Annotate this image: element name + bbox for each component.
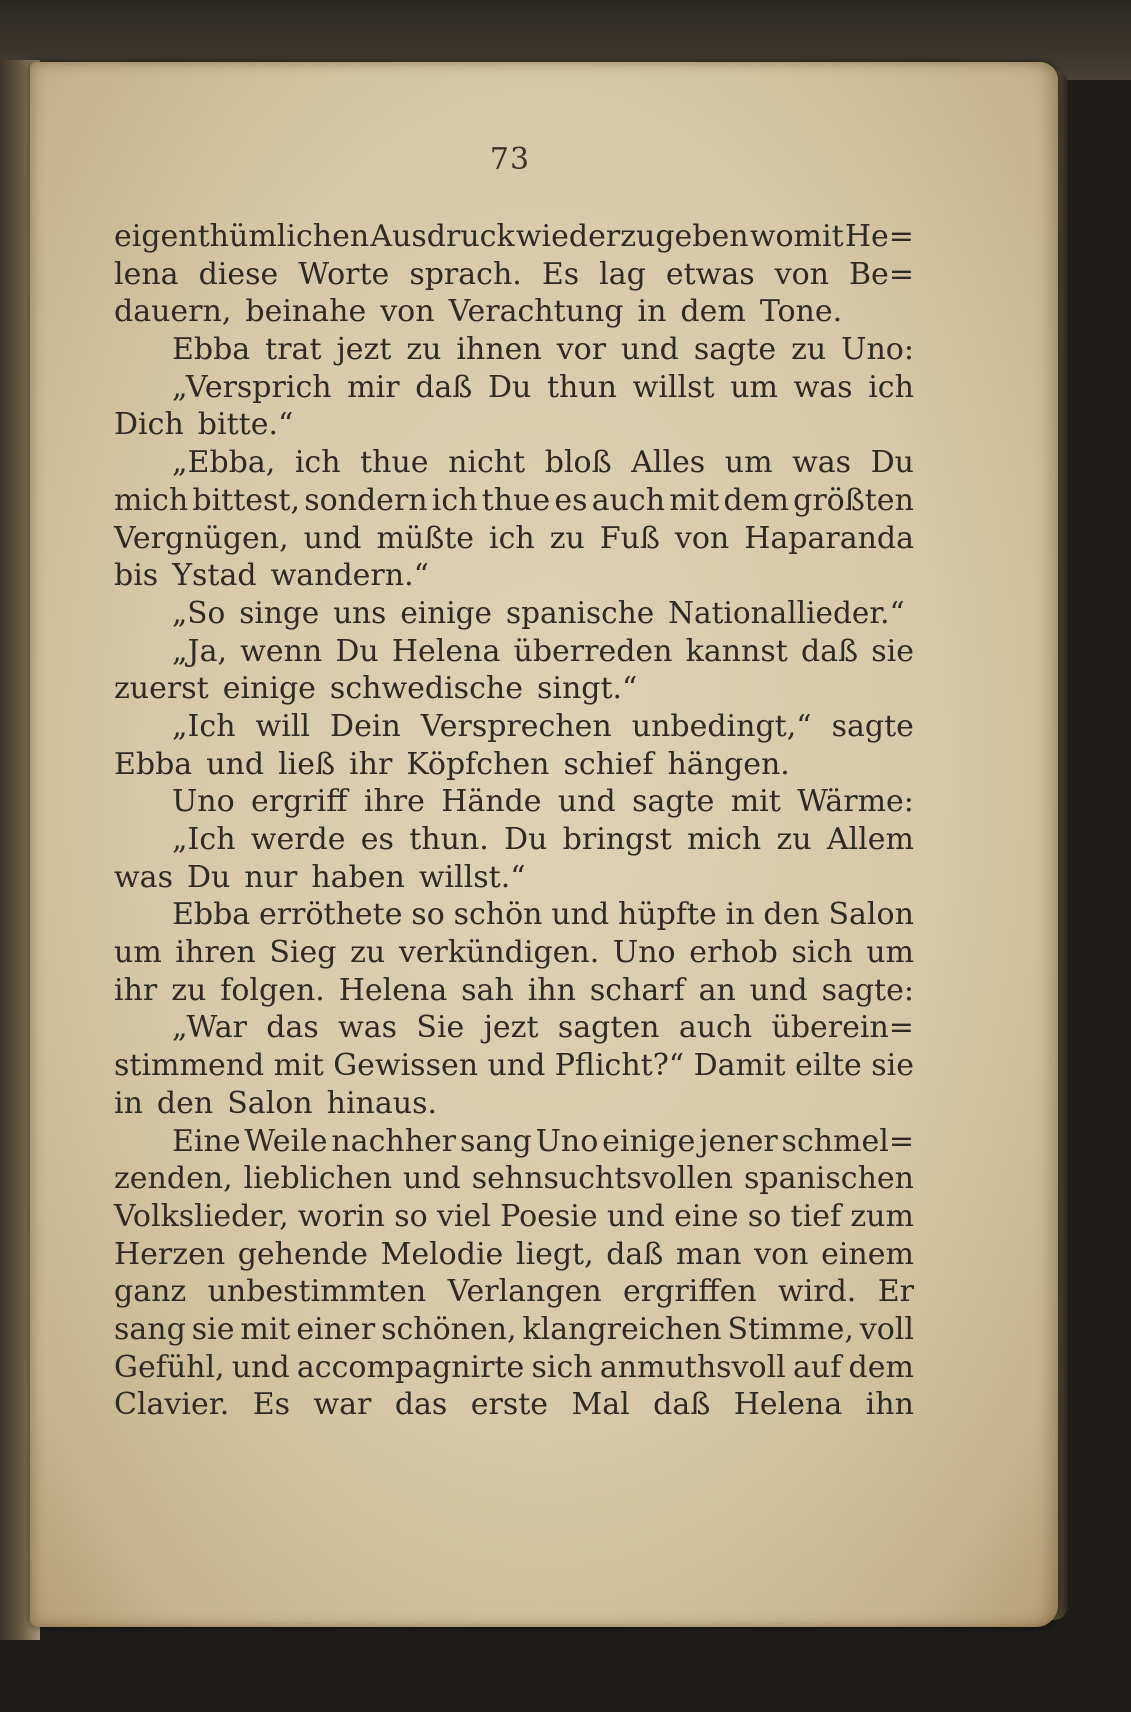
word: erhob — [689, 935, 778, 971]
word: zu — [791, 332, 827, 368]
word: thun — [546, 369, 618, 405]
text-line — [114, 256, 914, 294]
word: dem — [723, 482, 789, 518]
word: sie — [871, 1048, 914, 1084]
word: schmel= — [781, 1123, 914, 1159]
text-line — [114, 369, 914, 407]
text-line — [114, 1236, 914, 1274]
word: einer — [296, 1311, 376, 1347]
word: was — [338, 1010, 398, 1046]
word: auf — [793, 1349, 842, 1385]
word: willst — [632, 369, 715, 405]
word: daß — [415, 369, 473, 405]
word: auch — [591, 482, 666, 518]
word: und — [403, 1161, 461, 1197]
word: bis — [114, 558, 159, 594]
word: daß — [653, 1387, 711, 1423]
text-line — [114, 1160, 914, 1198]
word: mit — [240, 1311, 291, 1347]
word: und — [231, 1349, 290, 1385]
word: bittest, — [192, 482, 301, 518]
word: Allem — [826, 822, 914, 857]
text-line — [114, 1198, 914, 1236]
word: dem — [680, 294, 746, 330]
word: um — [114, 935, 162, 971]
word: scharf — [589, 972, 685, 1008]
word: Helena — [391, 633, 501, 669]
word: und — [551, 897, 610, 933]
word: und — [206, 746, 265, 782]
word: Verlangen — [447, 1274, 602, 1310]
word: singt.“ — [536, 671, 638, 707]
word: Versprechen — [420, 708, 612, 744]
word: sang — [459, 1123, 532, 1159]
word: Köpfchen — [406, 746, 550, 782]
word: Verachtung — [448, 294, 624, 330]
text-line — [114, 821, 914, 859]
word: „Ich — [172, 822, 236, 857]
word: schief — [563, 746, 654, 782]
text-line — [114, 633, 914, 671]
word: sagte — [831, 708, 914, 744]
word: eigenthümlichen — [114, 219, 370, 254]
word: sie — [871, 633, 914, 669]
word: spanischen — [743, 1161, 914, 1197]
word: in — [637, 294, 667, 330]
word: viel — [436, 1198, 491, 1234]
word: sehnsuchtsvollen — [471, 1161, 734, 1197]
word: Es — [252, 1387, 291, 1423]
word: so — [411, 897, 445, 933]
word: lag — [599, 256, 646, 292]
word: ließ — [278, 746, 336, 782]
word: jener — [699, 1123, 778, 1159]
word: einige — [400, 595, 492, 630]
word: daß — [606, 1236, 664, 1272]
text-line — [114, 218, 914, 256]
word: Ystad — [172, 558, 257, 594]
word: und — [749, 972, 808, 1008]
word: wandern.“ — [270, 558, 429, 594]
word: von — [774, 256, 829, 292]
word: Gefühl, — [114, 1349, 225, 1385]
page-text — [114, 218, 914, 1424]
word: ihn — [865, 1387, 914, 1423]
word: Sieg — [269, 935, 337, 971]
word: klangreichen — [522, 1311, 722, 1347]
word: „Ja, — [172, 633, 227, 669]
word: um — [724, 445, 773, 481]
word: auch — [678, 1010, 753, 1046]
word: stimmend — [114, 1048, 265, 1084]
word: Ebba — [172, 897, 251, 933]
text-line — [114, 1085, 914, 1123]
word: schön — [453, 897, 543, 933]
word: und — [487, 1048, 546, 1084]
word: verkündigen. — [398, 935, 600, 971]
text-line — [114, 896, 914, 934]
text-line — [114, 859, 914, 897]
word: Er — [877, 1274, 914, 1310]
word: Poesie — [500, 1198, 598, 1234]
word: ich — [489, 520, 535, 556]
word: anmuthsvoll — [599, 1349, 786, 1385]
word: mit — [669, 482, 720, 518]
word: lieblichen — [243, 1161, 393, 1197]
word: zu — [776, 822, 812, 857]
word: thun. — [409, 822, 489, 857]
word: Weile — [244, 1123, 328, 1159]
word: dauern, — [114, 294, 232, 330]
word: ich — [868, 369, 914, 405]
word: nachher — [331, 1123, 457, 1159]
text-line — [114, 520, 914, 558]
word: es — [360, 822, 394, 857]
text-line — [114, 746, 914, 784]
word: wird. — [777, 1274, 857, 1310]
word: Ebba — [114, 746, 193, 782]
word: etwas — [665, 256, 755, 292]
text-line — [114, 1386, 914, 1424]
word: Ebba — [172, 332, 251, 368]
word: erste — [470, 1387, 549, 1423]
word: Salon — [227, 1085, 313, 1121]
word: zenden, — [114, 1161, 233, 1197]
word: zu — [171, 972, 207, 1008]
word: was — [792, 445, 852, 481]
word: sie — [191, 1311, 235, 1347]
word: mich — [114, 482, 189, 518]
text-line — [114, 1009, 914, 1047]
text-line — [114, 670, 914, 708]
word: Gewissen — [333, 1048, 479, 1084]
word: diese — [198, 256, 279, 292]
word: sich — [791, 935, 853, 971]
word: bringst — [562, 822, 672, 857]
word: ihn — [527, 972, 576, 1008]
text-line — [114, 406, 914, 444]
word: „Versprich — [172, 369, 332, 405]
word: an — [698, 972, 736, 1008]
word: ihr — [349, 746, 393, 782]
word: ergriff — [251, 784, 348, 820]
word: größten — [793, 482, 914, 518]
word: kannst — [685, 633, 788, 669]
text-line — [114, 1047, 914, 1085]
text-line — [114, 1123, 914, 1161]
text-line — [114, 972, 914, 1010]
word: zum — [850, 1198, 914, 1234]
word: einem — [821, 1236, 914, 1272]
word: Pflicht?“ — [554, 1048, 685, 1084]
word: einige — [602, 1123, 696, 1159]
text-line — [114, 708, 914, 746]
word: und — [621, 332, 679, 368]
word: mich — [687, 822, 762, 857]
word: um — [730, 369, 778, 405]
word: Damit — [693, 1048, 786, 1084]
word: schönen, — [381, 1311, 517, 1347]
word: will — [255, 708, 311, 744]
word: sondern — [304, 482, 428, 518]
word: singe — [239, 595, 320, 630]
word: jezt — [483, 1010, 539, 1046]
word: war — [313, 1387, 372, 1423]
word: Ausdruck — [370, 219, 515, 254]
text-line — [114, 783, 914, 821]
word: ihnen — [456, 332, 542, 368]
word: hüpfte — [618, 897, 717, 933]
word: Du — [186, 859, 231, 895]
word: uns — [333, 595, 387, 630]
word: sich — [531, 1349, 593, 1385]
word: Hände — [441, 784, 542, 820]
word: unbedingt,“ — [631, 708, 812, 744]
word: von — [674, 520, 730, 556]
word: mit — [730, 784, 781, 820]
word: Du — [487, 369, 532, 405]
word: trat — [265, 332, 322, 368]
word: Helena — [733, 1387, 843, 1423]
word: Du — [504, 822, 548, 857]
word: Du — [870, 445, 914, 481]
word: Mal — [571, 1387, 630, 1423]
word: nur — [244, 859, 298, 895]
word: sagte — [693, 332, 777, 368]
text-line — [114, 1349, 914, 1387]
word: sagten — [557, 1010, 660, 1046]
text-line — [114, 1311, 914, 1349]
word: Dein — [330, 708, 401, 744]
word: bloß — [544, 445, 612, 481]
word: den — [763, 897, 820, 933]
page-number: 73 — [489, 142, 531, 177]
word: „Ich — [172, 708, 236, 744]
word: sah — [461, 972, 514, 1008]
word: Herzen — [114, 1236, 226, 1272]
word: ich — [431, 482, 478, 518]
word: das — [394, 1387, 448, 1423]
word: worin — [297, 1198, 385, 1234]
word: überreden — [513, 633, 673, 669]
word: werde — [250, 822, 346, 857]
word: und — [303, 520, 362, 556]
word: wenn — [240, 633, 323, 669]
word: von — [380, 294, 435, 330]
word: voll — [859, 1311, 914, 1347]
word: was — [793, 369, 853, 405]
word: sagte — [632, 784, 715, 820]
word: so — [394, 1198, 428, 1234]
word: thue — [481, 482, 551, 518]
word: Uno — [535, 1123, 599, 1159]
word: Volkslieder, — [114, 1198, 289, 1234]
word: Alles — [631, 445, 706, 481]
word: ganz — [114, 1274, 187, 1310]
word: es — [554, 482, 588, 518]
word: Stimme, — [727, 1311, 854, 1347]
word: und — [606, 1198, 665, 1234]
word: ihren — [175, 935, 256, 971]
word: Helena — [338, 972, 448, 1008]
word: folgen. — [220, 972, 325, 1008]
word: thue — [360, 445, 429, 481]
word: Dich — [114, 407, 184, 443]
text-line — [114, 482, 914, 520]
word: Worte — [298, 256, 390, 292]
word: beinahe — [245, 294, 367, 330]
word: das — [266, 1010, 319, 1046]
word: einige — [222, 671, 316, 707]
word: Eine — [172, 1123, 241, 1159]
word: ihre — [363, 784, 425, 820]
word: Sie — [416, 1010, 465, 1046]
word: sagte: — [821, 972, 914, 1008]
word: spanische — [506, 595, 655, 630]
word: willst.“ — [418, 859, 526, 895]
text-line — [114, 557, 914, 595]
word: hängen. — [667, 746, 790, 782]
word: von — [754, 1236, 809, 1272]
word: vor — [556, 332, 607, 368]
word: Melodie — [380, 1236, 504, 1272]
word: zu — [549, 520, 585, 556]
word: Uno — [612, 935, 676, 971]
text-line — [114, 293, 914, 331]
word: in — [725, 897, 755, 933]
word: unbestimmten — [207, 1274, 427, 1310]
word: eine — [674, 1198, 739, 1234]
word: womit — [749, 219, 844, 254]
word: zu — [350, 935, 386, 971]
word: accompagnirte — [296, 1349, 525, 1385]
word: Tone. — [759, 294, 843, 330]
word: Uno: — [841, 332, 914, 368]
word: Fuß — [599, 520, 660, 556]
word: eilte — [795, 1048, 862, 1084]
text-line — [114, 331, 914, 369]
word: ergriffen — [623, 1274, 757, 1310]
text-line — [114, 934, 914, 972]
word: erröthete — [259, 897, 403, 933]
word: sprach. — [409, 256, 522, 292]
word: gehende — [237, 1236, 369, 1272]
word: ihr — [114, 972, 158, 1008]
word: Be= — [849, 256, 914, 292]
word: Clavier. — [114, 1387, 230, 1423]
word: Vergnügen, — [114, 520, 289, 556]
word: mit — [273, 1048, 324, 1084]
word: „Ebba, — [172, 445, 276, 481]
word: in — [114, 1085, 143, 1121]
word: ich — [294, 445, 341, 481]
word: schwedische — [329, 671, 523, 707]
text-line — [114, 444, 914, 482]
word: tief — [790, 1198, 842, 1234]
word: Nationallieder.“ — [668, 595, 905, 630]
word: liegt, — [515, 1236, 594, 1272]
word: um — [866, 935, 914, 971]
word: hinaus. — [326, 1085, 438, 1121]
word: bitte.“ — [197, 407, 294, 443]
word: was — [114, 859, 173, 895]
word: mir — [347, 369, 400, 405]
text-line — [114, 595, 914, 633]
word: „War — [172, 1010, 247, 1046]
word: man — [675, 1236, 742, 1272]
word: müßte — [376, 520, 475, 556]
word: nicht — [448, 445, 526, 481]
word: zuerst — [114, 671, 209, 707]
word: sang — [114, 1311, 186, 1347]
word: jezt — [336, 332, 392, 368]
word: so — [747, 1198, 782, 1234]
word: Du — [335, 633, 379, 669]
word: Uno — [172, 784, 235, 820]
word: Wärme: — [797, 784, 914, 820]
word: überein= — [771, 1010, 914, 1046]
word: und — [557, 784, 616, 820]
word: lena — [114, 256, 179, 292]
word: wiederzugeben — [515, 219, 749, 254]
word: zu — [406, 332, 442, 368]
word: den — [156, 1085, 214, 1121]
text-line — [114, 1273, 914, 1311]
word: dem — [848, 1349, 914, 1385]
word: daß — [800, 633, 859, 669]
word: Haparanda — [744, 520, 914, 556]
word: haben — [311, 859, 405, 895]
word: „So — [172, 595, 226, 630]
word: Es — [541, 256, 580, 292]
word: Salon — [828, 897, 914, 933]
word: He= — [844, 219, 914, 254]
